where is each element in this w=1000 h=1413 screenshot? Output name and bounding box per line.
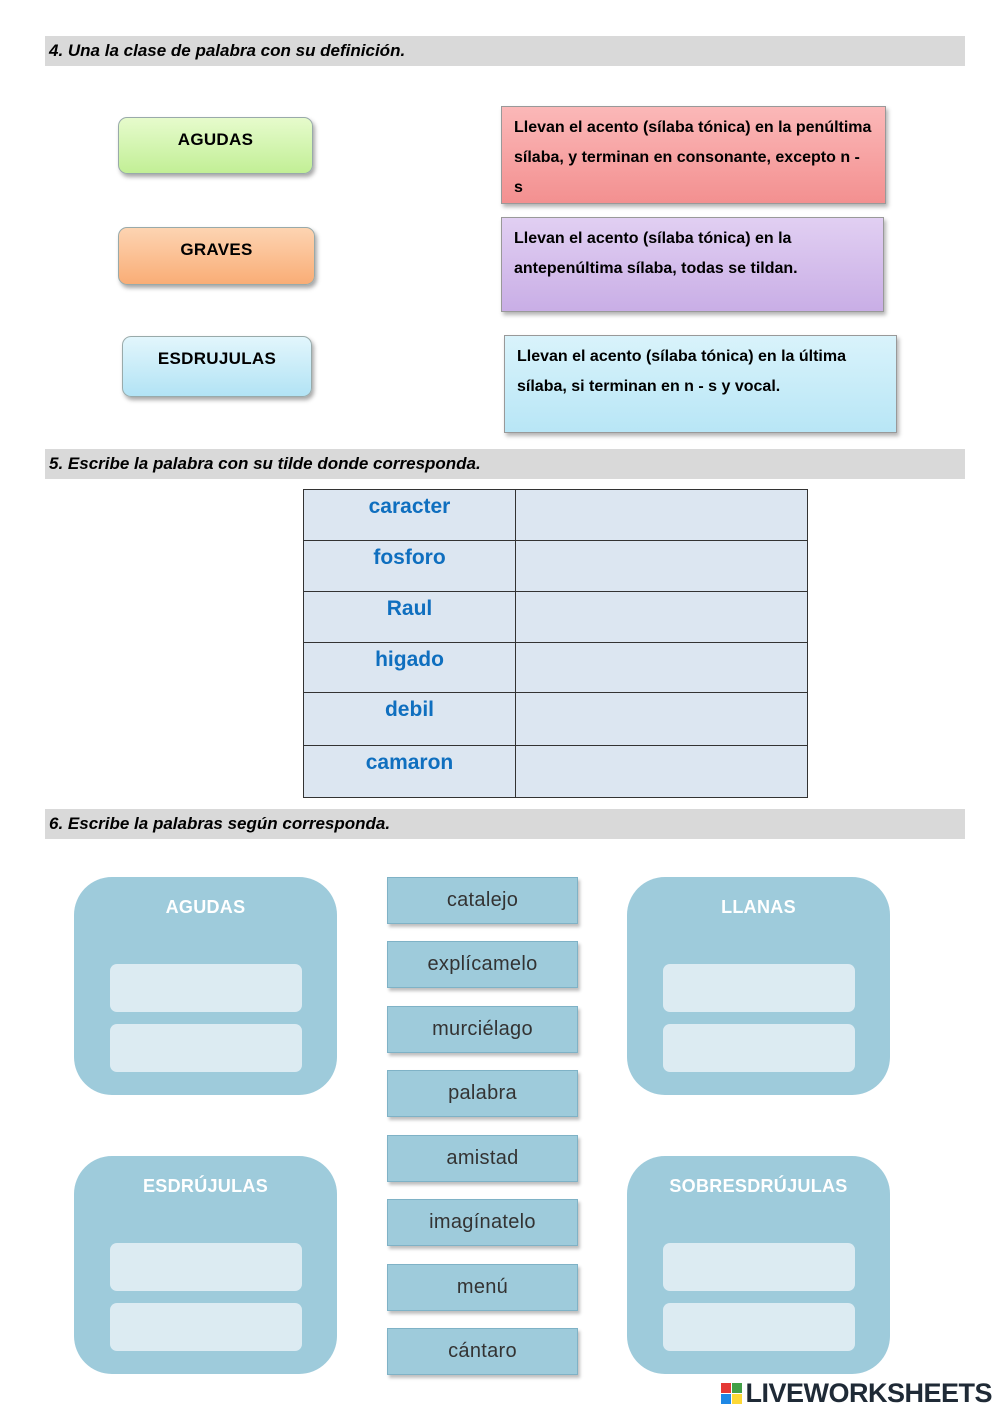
word-chip[interactable]: cántaro bbox=[387, 1328, 578, 1375]
answer-input-1[interactable] bbox=[516, 504, 811, 527]
liveworksheets-logo-icon bbox=[721, 1383, 742, 1404]
words-table bbox=[303, 489, 808, 798]
group-esdrujulas bbox=[74, 1156, 337, 1374]
class-box-graves[interactable]: GRAVES bbox=[118, 227, 315, 285]
group-llanas bbox=[627, 877, 890, 1095]
table-row bbox=[304, 693, 808, 746]
class-box-agudas[interactable]: AGUDAS bbox=[118, 117, 313, 174]
group-title: AGUDAS bbox=[165, 897, 246, 917]
answer-cell bbox=[516, 490, 808, 541]
word-cell: camaron bbox=[304, 746, 516, 798]
table-row bbox=[304, 541, 808, 592]
drop-slot[interactable] bbox=[110, 1024, 302, 1072]
table-row bbox=[304, 746, 808, 798]
word-chip[interactable]: imagínatelo bbox=[387, 1199, 578, 1246]
word-chip[interactable]: amistad bbox=[387, 1135, 578, 1182]
table-row bbox=[304, 490, 808, 541]
word-chip[interactable]: murciélago bbox=[387, 1006, 578, 1053]
table-row bbox=[304, 643, 808, 693]
word-cell: higado bbox=[304, 643, 516, 693]
definition-box-1[interactable]: Llevan el acento (sílaba tónica) en la penúltima sílaba, y terminan en consonante, excepto n - s bbox=[501, 106, 886, 204]
table-row bbox=[304, 592, 808, 643]
word-cell: Raul bbox=[304, 592, 516, 643]
drop-slot[interactable] bbox=[110, 964, 302, 1012]
word-chip[interactable]: palabra bbox=[387, 1070, 578, 1117]
answer-cell bbox=[516, 643, 808, 693]
word-cell: debil bbox=[304, 693, 516, 746]
definition-box-3[interactable]: Llevan el acento (sílaba tónica) en la última sílaba, si terminan en n - s y vocal. bbox=[504, 335, 897, 433]
answer-input-6[interactable] bbox=[516, 760, 811, 783]
drop-slot[interactable] bbox=[663, 1024, 855, 1072]
class-box-esdrujulas[interactable]: ESDRUJULAS bbox=[122, 336, 312, 397]
answer-cell bbox=[516, 541, 808, 592]
section-5-header: 5. Escribe la palabra con su tilde donde corresponda. bbox=[45, 449, 965, 479]
word-cell: caracter bbox=[304, 490, 516, 541]
group-title: SOBRESDRÚJULAS bbox=[669, 1176, 848, 1196]
section-4-header: 4. Una la clase de palabra con su definición. bbox=[45, 36, 965, 66]
word-chip[interactable]: explícamelo bbox=[387, 941, 578, 988]
word-chip[interactable]: catalejo bbox=[387, 877, 578, 924]
group-title: ESDRÚJULAS bbox=[142, 1176, 269, 1196]
group-agudas bbox=[74, 877, 337, 1095]
answer-input-5[interactable] bbox=[516, 708, 811, 731]
drop-slot[interactable] bbox=[110, 1243, 302, 1291]
answer-input-4[interactable] bbox=[516, 656, 811, 679]
answer-input-2[interactable] bbox=[516, 555, 811, 578]
liveworksheets-logo[interactable] bbox=[721, 1378, 992, 1409]
answer-cell bbox=[516, 592, 808, 643]
answer-input-3[interactable] bbox=[516, 606, 811, 629]
group-title: LLANAS bbox=[721, 897, 796, 917]
drop-slot[interactable] bbox=[663, 964, 855, 1012]
logo-text: LIVEWORKSHEETS bbox=[745, 1378, 992, 1408]
definition-box-2[interactable]: Llevan el acento (sílaba tónica) en la antepenúltima sílaba, todas se tildan. bbox=[501, 217, 884, 312]
drop-slot[interactable] bbox=[110, 1303, 302, 1351]
answer-cell bbox=[516, 693, 808, 746]
drop-slot[interactable] bbox=[663, 1303, 855, 1351]
section-6-header: 6. Escribe la palabras según corresponda. bbox=[45, 809, 965, 839]
answer-cell bbox=[516, 746, 808, 798]
drop-slot[interactable] bbox=[663, 1243, 855, 1291]
group-sobresdrujulas bbox=[627, 1156, 890, 1374]
word-cell: fosforo bbox=[304, 541, 516, 592]
word-chip[interactable]: menú bbox=[387, 1264, 578, 1311]
